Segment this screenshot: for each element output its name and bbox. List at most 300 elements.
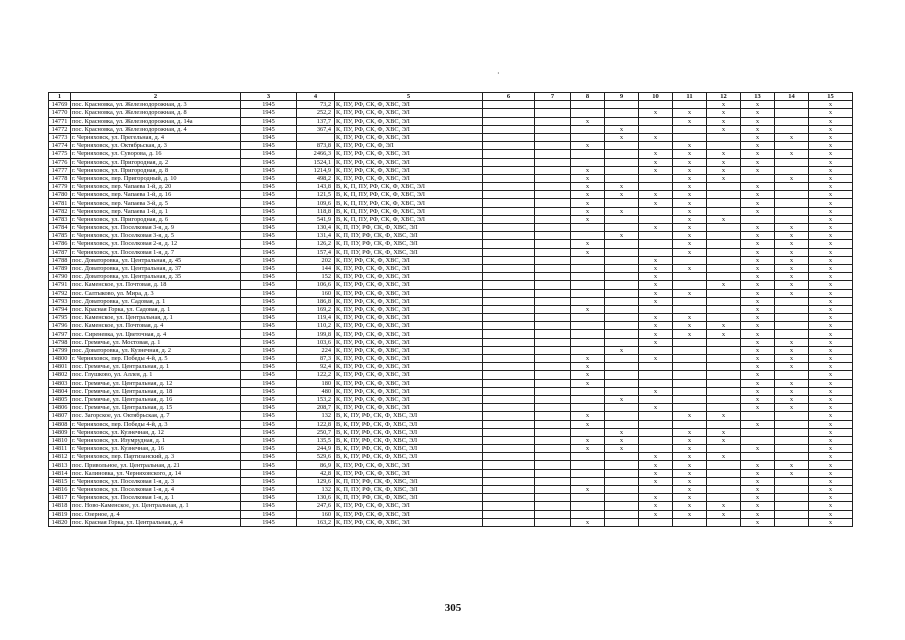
cell-id: 14807 xyxy=(49,412,71,420)
cell-col-9 xyxy=(605,494,639,502)
cell-col-15: x xyxy=(809,461,853,469)
cell-col-11 xyxy=(673,125,707,133)
cell-col-15: x xyxy=(809,256,853,264)
cell-col-12: x xyxy=(707,117,741,125)
cell-id: 14799 xyxy=(49,346,71,354)
cell-col-8 xyxy=(571,109,605,117)
cell-col-10: x xyxy=(639,494,673,502)
header-col-6: 6 xyxy=(483,93,535,101)
cell-col-13: x xyxy=(741,256,775,264)
cell-col-9 xyxy=(605,166,639,174)
cell-col-8: x xyxy=(571,166,605,174)
cell-col-13: x xyxy=(741,232,775,240)
cell-col-7 xyxy=(535,461,571,469)
cell-col-14: x xyxy=(775,469,809,477)
cell-col-10: x xyxy=(639,314,673,322)
table-row xyxy=(49,355,853,363)
cell-col-11: x xyxy=(673,199,707,207)
cell-col-9 xyxy=(605,412,639,420)
cell-col-9 xyxy=(605,371,639,379)
cell-area: 180 xyxy=(297,379,335,387)
cell-col-14 xyxy=(775,436,809,444)
cell-col-6 xyxy=(483,518,535,526)
table-row xyxy=(49,174,853,182)
cell-col-14 xyxy=(775,101,809,109)
table-row xyxy=(49,281,853,289)
cell-col-13: x xyxy=(741,150,775,158)
cell-col-9 xyxy=(605,330,639,338)
table-row xyxy=(49,248,853,256)
cell-col-15: x xyxy=(809,158,853,166)
cell-col-14: x xyxy=(775,379,809,387)
cell-year: 1945 xyxy=(241,355,297,363)
cell-address: пос. Красновка, ул. Железнодорожная, д. 3 xyxy=(71,101,241,109)
cell-col-10: x xyxy=(639,273,673,281)
cell-col-14 xyxy=(775,477,809,485)
cell-area: 132 xyxy=(297,412,335,420)
cell-col-11: x xyxy=(673,289,707,297)
cell-col-12: x xyxy=(707,510,741,518)
cell-col-10: x xyxy=(639,404,673,412)
cell-materials: К, ПУ, РФ, СК, Ф, ХВС, ЭЛ xyxy=(335,469,483,477)
table-row xyxy=(49,240,853,248)
cell-area: 130,4 xyxy=(297,224,335,232)
cell-id: 14810 xyxy=(49,436,71,444)
cell-col-11: x xyxy=(673,158,707,166)
cell-area: 224 xyxy=(297,346,335,354)
cell-col-15: x xyxy=(809,199,853,207)
cell-id: 14797 xyxy=(49,330,71,338)
cell-col-14: x xyxy=(775,174,809,182)
cell-col-7 xyxy=(535,494,571,502)
cell-id: 14815 xyxy=(49,477,71,485)
cell-year: 1945 xyxy=(241,199,297,207)
cell-col-8: x xyxy=(571,174,605,182)
cell-col-11 xyxy=(673,371,707,379)
cell-col-13: x xyxy=(741,518,775,526)
table-row xyxy=(49,469,853,477)
cell-col-15: x xyxy=(809,420,853,428)
cell-area: 2466,3 xyxy=(297,150,335,158)
cell-id: 14798 xyxy=(49,338,71,346)
cell-col-14 xyxy=(775,371,809,379)
table-row xyxy=(49,477,853,485)
cell-col-6 xyxy=(483,453,535,461)
cell-col-13: x xyxy=(741,338,775,346)
cell-area: 250,7 xyxy=(297,428,335,436)
cell-area: 129,6 xyxy=(297,477,335,485)
cell-col-7 xyxy=(535,379,571,387)
cell-col-10: x xyxy=(639,133,673,141)
cell-col-10: x xyxy=(639,502,673,510)
cell-col-11 xyxy=(673,346,707,354)
cell-col-15: x xyxy=(809,281,853,289)
cell-col-11: x xyxy=(673,510,707,518)
cell-col-8: x xyxy=(571,436,605,444)
cell-col-13: x xyxy=(741,469,775,477)
cell-col-8 xyxy=(571,289,605,297)
cell-col-13: x xyxy=(741,273,775,281)
cell-col-9 xyxy=(605,477,639,485)
cell-col-12: x xyxy=(707,322,741,330)
cell-col-14 xyxy=(775,142,809,150)
cell-col-11: x xyxy=(673,461,707,469)
cell-col-13 xyxy=(741,453,775,461)
cell-id: 14783 xyxy=(49,215,71,223)
cell-materials: К, ПУ, РФ, СК, Ф, ХВС, ЭЛ xyxy=(335,117,483,125)
cell-col-14: x xyxy=(775,281,809,289)
cell-materials: В, К, ПУ, РФ, СК, Ф, ХВС, ЭЛ xyxy=(335,428,483,436)
cell-id: 14790 xyxy=(49,273,71,281)
cell-col-6 xyxy=(483,477,535,485)
cell-col-10 xyxy=(639,125,673,133)
cell-address: г. Черняховск, ул. Суворова, д. 16 xyxy=(71,150,241,158)
cell-col-12 xyxy=(707,224,741,232)
table-row xyxy=(49,314,853,322)
cell-col-10: x xyxy=(639,453,673,461)
cell-col-14 xyxy=(775,109,809,117)
cell-col-10 xyxy=(639,183,673,191)
cell-address: пос. Сиреневка, ул. Цветочная, д. 4 xyxy=(71,330,241,338)
header-col-3: 3 xyxy=(241,93,297,101)
cell-col-11: x xyxy=(673,322,707,330)
cell-col-9: x xyxy=(605,428,639,436)
table-row xyxy=(49,199,853,207)
cell-year: 1945 xyxy=(241,215,297,223)
cell-col-9: x xyxy=(605,445,639,453)
cell-year: 1945 xyxy=(241,469,297,477)
cell-year: 1945 xyxy=(241,281,297,289)
cell-col-11: x xyxy=(673,330,707,338)
cell-address: пос. Озерное, д. 4 xyxy=(71,510,241,518)
cell-col-7 xyxy=(535,363,571,371)
cell-col-12: x xyxy=(707,502,741,510)
table-row xyxy=(49,436,853,444)
cell-address: пос. Ново-Каменское, ул. Центральная, д. 1 xyxy=(71,502,241,510)
cell-col-11: x xyxy=(673,486,707,494)
cell-area: 137,7 xyxy=(297,117,335,125)
table-body xyxy=(49,101,853,527)
cell-col-13: x xyxy=(741,510,775,518)
cell-col-6 xyxy=(483,379,535,387)
cell-area: 144 xyxy=(297,264,335,272)
cell-col-14 xyxy=(775,494,809,502)
cell-address: г. Черняховск, ул. Пригородная, д. 2 xyxy=(71,158,241,166)
cell-address: пос. Калиновка, ул. Черняховского, д. 14 xyxy=(71,469,241,477)
cell-col-6 xyxy=(483,256,535,264)
cell-col-13: x xyxy=(741,133,775,141)
cell-col-14 xyxy=(775,305,809,313)
cell-address: пос. Красная Горка, ул. Центральная, д. 4 xyxy=(71,518,241,526)
cell-year: 1945 xyxy=(241,158,297,166)
cell-col-6 xyxy=(483,510,535,518)
cell-area: 86,9 xyxy=(297,461,335,469)
table-row xyxy=(49,404,853,412)
cell-area: 131,4 xyxy=(297,232,335,240)
cell-col-11 xyxy=(673,355,707,363)
cell-area: 202 xyxy=(297,256,335,264)
table-row xyxy=(49,264,853,272)
cell-materials: К, ПУ, РФ, СК, Ф, ХВС, ЭЛ xyxy=(335,256,483,264)
cell-year: 1945 xyxy=(241,248,297,256)
cell-id: 14817 xyxy=(49,494,71,502)
cell-col-15: x xyxy=(809,322,853,330)
cell-col-14: x xyxy=(775,133,809,141)
cell-col-7 xyxy=(535,166,571,174)
table-row xyxy=(49,289,853,297)
cell-col-6 xyxy=(483,248,535,256)
cell-col-15: x xyxy=(809,428,853,436)
cell-col-11 xyxy=(673,363,707,371)
cell-year: 1945 xyxy=(241,387,297,395)
cell-col-15: x xyxy=(809,224,853,232)
cell-materials: К, ПУ, РФ, СК, Ф, ХВС, ЭЛ xyxy=(335,264,483,272)
cell-col-10 xyxy=(639,305,673,313)
cell-col-12 xyxy=(707,240,741,248)
cell-materials: В, К, ПУ, РФ, СК, Ф, ХВС, ЭЛ xyxy=(335,436,483,444)
cell-area: 119,4 xyxy=(297,314,335,322)
cell-col-8: x xyxy=(571,183,605,191)
cell-col-7 xyxy=(535,486,571,494)
cell-col-11 xyxy=(673,281,707,289)
cell-materials: К, ПУ, РФ, СК, Ф, ХВС, ЭЛ xyxy=(335,281,483,289)
table-row xyxy=(49,232,853,240)
cell-col-14 xyxy=(775,453,809,461)
cell-id: 14774 xyxy=(49,142,71,150)
cell-col-6 xyxy=(483,461,535,469)
cell-col-12: x xyxy=(707,101,741,109)
cell-col-8 xyxy=(571,428,605,436)
cell-col-9 xyxy=(605,510,639,518)
table-row xyxy=(49,461,853,469)
cell-col-12 xyxy=(707,477,741,485)
cell-col-10: x xyxy=(639,224,673,232)
cell-col-6 xyxy=(483,264,535,272)
cell-col-12: x xyxy=(707,125,741,133)
cell-id: 14811 xyxy=(49,445,71,453)
cell-col-8: x xyxy=(571,248,605,256)
table-row xyxy=(49,297,853,305)
cell-col-12 xyxy=(707,387,741,395)
cell-col-12: x xyxy=(707,453,741,461)
cell-col-13: x xyxy=(741,142,775,150)
cell-address: г. Черняховск, ул. Поселковая 2-я, д. 12 xyxy=(71,240,241,248)
cell-col-12: x xyxy=(707,428,741,436)
cell-year: 1945 xyxy=(241,346,297,354)
cell-col-9: x xyxy=(605,133,639,141)
cell-col-13: x xyxy=(741,363,775,371)
cell-col-11: x xyxy=(673,166,707,174)
cell-id: 14804 xyxy=(49,387,71,395)
cell-address: пос. Привольное, ул. Центральная, д. 21 xyxy=(71,461,241,469)
cell-address: пос. Загорское, ул. Октябрьская, д. 7 xyxy=(71,412,241,420)
cell-address: пос. Красновка, ул. Железнодорожная, д. 4 xyxy=(71,125,241,133)
cell-address: пос. Гремячье, ул. Мостовая, д. 1 xyxy=(71,338,241,346)
cell-col-8 xyxy=(571,338,605,346)
cell-col-8 xyxy=(571,461,605,469)
cell-year: 1945 xyxy=(241,264,297,272)
cell-col-11 xyxy=(673,101,707,109)
cell-col-6 xyxy=(483,346,535,354)
cell-col-6 xyxy=(483,395,535,403)
cell-col-14 xyxy=(775,412,809,420)
header-col-1: 1 xyxy=(49,93,71,101)
cell-col-11: x xyxy=(673,232,707,240)
cell-col-12 xyxy=(707,445,741,453)
cell-year: 1945 xyxy=(241,224,297,232)
cell-col-8: x xyxy=(571,379,605,387)
cell-address: пос. Доваторовка, ул. Кузнечная, д. 2 xyxy=(71,346,241,354)
cell-col-6 xyxy=(483,150,535,158)
cell-col-12 xyxy=(707,273,741,281)
cell-col-8 xyxy=(571,330,605,338)
cell-area: 480 xyxy=(297,387,335,395)
cell-col-6 xyxy=(483,445,535,453)
cell-address: пос. Доваторовка, ул. Садовая, д. 1 xyxy=(71,297,241,305)
cell-year: 1945 xyxy=(241,322,297,330)
cell-id: 14773 xyxy=(49,133,71,141)
table-row xyxy=(49,158,853,166)
cell-col-7 xyxy=(535,371,571,379)
cell-col-8 xyxy=(571,150,605,158)
cell-col-6 xyxy=(483,191,535,199)
cell-col-15: x xyxy=(809,117,853,125)
cell-col-10 xyxy=(639,174,673,182)
cell-col-7 xyxy=(535,199,571,207)
cell-id: 14794 xyxy=(49,305,71,313)
header-col-15: 15 xyxy=(809,93,853,101)
cell-col-13: x xyxy=(741,346,775,354)
cell-address: г. Черняховск, ул. Поселковая 3-я, д. 9 xyxy=(71,224,241,232)
cell-col-6 xyxy=(483,305,535,313)
cell-col-14: x xyxy=(775,387,809,395)
cell-year: 1945 xyxy=(241,404,297,412)
cell-area xyxy=(297,133,335,141)
cell-col-14 xyxy=(775,215,809,223)
cell-col-6 xyxy=(483,215,535,223)
cell-id: 14818 xyxy=(49,502,71,510)
table-row xyxy=(49,518,853,526)
cell-area: 121,5 xyxy=(297,191,335,199)
cell-id: 14782 xyxy=(49,207,71,215)
cell-col-10 xyxy=(639,420,673,428)
cell-materials: В, К, П, ПУ, РФ, СК, Ф, ХВС, ЭЛ xyxy=(335,207,483,215)
table-row xyxy=(49,125,853,133)
cell-materials: К, ПУ, РФ, СК, Ф, ХВС, ЭЛ xyxy=(335,101,483,109)
cell-col-6 xyxy=(483,494,535,502)
cell-col-7 xyxy=(535,142,571,150)
cell-materials: К, ПУ, РФ, СК, Ф, ХВС, ЭЛ xyxy=(335,379,483,387)
cell-col-13 xyxy=(741,436,775,444)
cell-col-8: x xyxy=(571,363,605,371)
cell-col-6 xyxy=(483,183,535,191)
cell-col-9: x xyxy=(605,232,639,240)
cell-col-13: x xyxy=(741,117,775,125)
cell-col-8 xyxy=(571,158,605,166)
cell-col-14 xyxy=(775,502,809,510)
cell-address: г. Черняховск, пер. Партизанский, д. 3 xyxy=(71,453,241,461)
cell-id: 14819 xyxy=(49,510,71,518)
cell-col-9 xyxy=(605,273,639,281)
table-row xyxy=(49,256,853,264)
cell-col-11 xyxy=(673,338,707,346)
cell-materials: К, ПУ, РФ, СК, Ф, ХВС, ЭЛ xyxy=(335,150,483,158)
cell-col-14 xyxy=(775,445,809,453)
cell-id: 14808 xyxy=(49,420,71,428)
cell-materials: К, П, ПУ, РФ, СК, Ф, ХВС, ЭЛ xyxy=(335,232,483,240)
cell-col-10 xyxy=(639,346,673,354)
cell-area: 199,8 xyxy=(297,330,335,338)
cell-col-8: x xyxy=(571,445,605,453)
cell-col-6 xyxy=(483,125,535,133)
cell-year: 1945 xyxy=(241,101,297,109)
cell-col-15: x xyxy=(809,273,853,281)
cell-col-10: x xyxy=(639,289,673,297)
cell-col-9 xyxy=(605,502,639,510)
cell-col-14 xyxy=(775,183,809,191)
cell-col-8 xyxy=(571,395,605,403)
cell-col-12 xyxy=(707,338,741,346)
cell-materials: К, ПУ, РФ, СК, Ф, ХВС, ЭЛ xyxy=(335,395,483,403)
table-row xyxy=(49,502,853,510)
cell-col-12 xyxy=(707,494,741,502)
cell-col-7 xyxy=(535,395,571,403)
cell-col-6 xyxy=(483,428,535,436)
cell-col-11: x xyxy=(673,453,707,461)
cell-col-6 xyxy=(483,355,535,363)
cell-year: 1945 xyxy=(241,420,297,428)
cell-materials: В, К, П, ПУ, РФ, СК, Ф, ХВС, ЭЛ xyxy=(335,215,483,223)
cell-col-9 xyxy=(605,314,639,322)
cell-col-12 xyxy=(707,133,741,141)
cell-col-7 xyxy=(535,150,571,158)
cell-col-6 xyxy=(483,101,535,109)
cell-materials: К, ПУ, РФ, СК, Ф, ХВС, ЭЛ xyxy=(335,273,483,281)
cell-col-7 xyxy=(535,289,571,297)
cell-col-13: x xyxy=(741,101,775,109)
cell-area: 252,2 xyxy=(297,109,335,117)
cell-address: г. Черняховск, ул. Пригородная, д. 8 xyxy=(71,166,241,174)
cell-col-10: x xyxy=(639,330,673,338)
cell-col-6 xyxy=(483,166,535,174)
cell-col-6 xyxy=(483,371,535,379)
cell-col-14 xyxy=(775,486,809,494)
cell-col-13: x xyxy=(741,477,775,485)
cell-col-10 xyxy=(639,412,673,420)
cell-year: 1945 xyxy=(241,445,297,453)
cell-col-14 xyxy=(775,207,809,215)
header-col-9: 9 xyxy=(605,93,639,101)
cell-col-8 xyxy=(571,133,605,141)
cell-col-10 xyxy=(639,232,673,240)
cell-col-14: x xyxy=(775,461,809,469)
table-row xyxy=(49,207,853,215)
cell-col-10 xyxy=(639,142,673,150)
cell-address: г. Черняховск, ул. Поселковая 1-я, д. 1 xyxy=(71,494,241,502)
cell-year: 1945 xyxy=(241,117,297,125)
cell-col-9 xyxy=(605,355,639,363)
cell-col-11: x xyxy=(673,183,707,191)
cell-col-9 xyxy=(605,461,639,469)
cell-col-14 xyxy=(775,420,809,428)
table-row xyxy=(49,428,853,436)
table-row xyxy=(49,453,853,461)
cell-col-11: x xyxy=(673,150,707,158)
cell-col-8 xyxy=(571,469,605,477)
cell-area: 247,6 xyxy=(297,502,335,510)
cell-col-10 xyxy=(639,428,673,436)
cell-year: 1945 xyxy=(241,461,297,469)
